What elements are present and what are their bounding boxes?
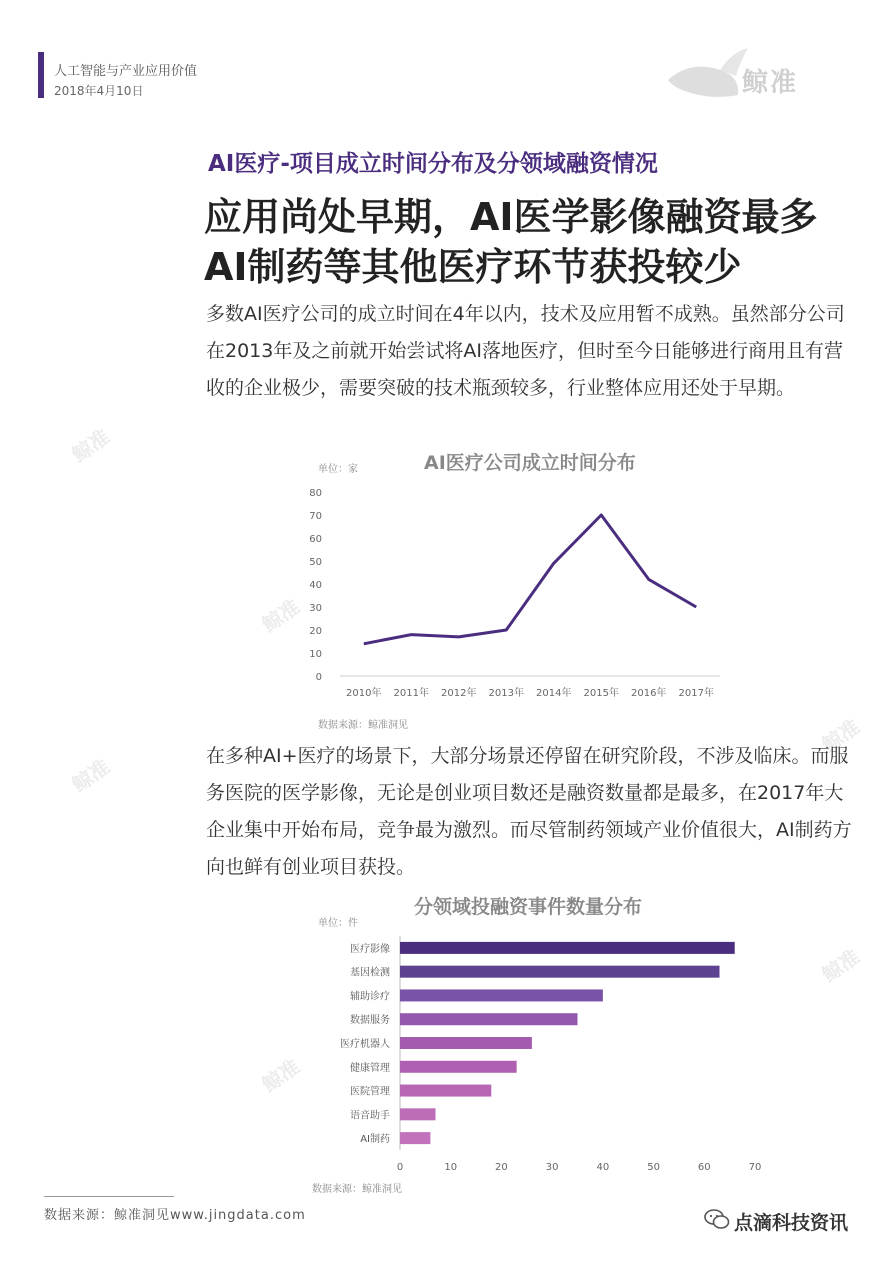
bar	[400, 1037, 532, 1049]
watermark: 鲸准	[67, 754, 115, 798]
watermark: 鲸准	[817, 944, 865, 988]
bar	[400, 1085, 491, 1097]
bar	[400, 966, 720, 978]
watermark: 鲸准	[257, 594, 305, 638]
category-label: 辅助诊疗	[350, 991, 390, 1003]
y-tick-label: 30	[309, 603, 322, 614]
bar	[400, 989, 603, 1001]
x-tick-label: 50	[647, 1162, 660, 1172]
x-tick-label: 2013年	[488, 688, 524, 699]
category-label: 语音助手	[350, 1110, 390, 1122]
line-chart-source: 数据来源：鲸准洞见	[318, 720, 408, 731]
x-tick-label: 2014年	[536, 688, 572, 699]
x-tick-label: 0	[396, 1162, 404, 1172]
watermark: 鲸准	[67, 424, 115, 468]
section-subtitle: AI医疗-项目成立时间分布及分领域融资情况	[208, 151, 658, 177]
bar	[400, 1013, 578, 1025]
x-tick-label: 2016年	[631, 688, 667, 699]
line-chart	[300, 478, 740, 718]
category-label: AI制药	[360, 1134, 390, 1146]
bar-chart-source: 数据来源：鲸准洞见	[312, 1184, 402, 1195]
watermark: 鲸准	[257, 1054, 305, 1098]
x-tick-label: 60	[697, 1162, 711, 1172]
y-tick-label: 50	[309, 557, 322, 568]
x-tick-label: 2012年	[441, 688, 477, 699]
footer-source: 数据来源：鲸准洞见www.jingdata.com	[44, 1208, 306, 1223]
report-title: 人工智能与产业应用价值	[54, 64, 198, 79]
bar	[400, 1132, 430, 1144]
x-tick-label: 70	[748, 1162, 762, 1172]
bar	[400, 1108, 436, 1120]
header-accent-bar	[38, 52, 44, 98]
bar-chart-unit: 单位：件	[318, 918, 358, 929]
x-tick-label: 30	[545, 1162, 559, 1172]
category-label: 医疗影像	[350, 943, 390, 955]
x-tick-label: 2017年	[678, 688, 714, 699]
category-label: 基因检测	[350, 967, 390, 979]
y-tick-label: 60	[309, 534, 322, 545]
y-tick-label: 0	[315, 672, 322, 683]
page-title-line2: AI制药等其他医疗环节获投较少	[204, 245, 742, 289]
bar	[400, 942, 735, 954]
footer-divider	[44, 1196, 174, 1197]
body-paragraph-2: 在多种AI+医疗的场景下，大部分场景还停留在研究阶段，不涉及临床。而服务医院的医学影像，无论是创业项目数还是融资数量都是最多，在2017年大企业集中开始布局，竞争最为激烈。而尽管制药领域产业价值很大，AI制药方向也鲜有创业项目获投。	[206, 745, 852, 878]
bar-chart-title: 分领域投融资事件数量分布	[414, 896, 643, 918]
y-tick-label: 80	[309, 488, 322, 499]
y-tick-label: 10	[309, 649, 322, 660]
y-tick-label: 20	[309, 626, 322, 637]
report-date: 2018年4月10日	[54, 84, 144, 98]
line-chart-unit: 单位：家	[318, 464, 358, 475]
wechat-account-name: 点滴科技资讯	[734, 1212, 849, 1234]
body-paragraph-1: 多数AI医疗公司的成立时间在4年以内，技术及应用暂不成熟。虽然部分公司在2013年及之前就开始尝试将AI落地医疗，但时至今日能够进行商用且有营收的企业极少，需要突破的技术瓶颈较多，行业整体应用还处于早期。	[206, 303, 845, 399]
wechat-icon	[704, 1208, 730, 1230]
bar	[400, 1061, 517, 1073]
x-tick-label: 2010年	[346, 688, 382, 699]
y-tick-label: 40	[309, 580, 322, 591]
logo-text: 鲸准	[742, 68, 799, 98]
x-tick-label: 10	[444, 1162, 458, 1172]
page-title-line1: 应用尚处早期，AI医学影像融资最多	[204, 195, 818, 239]
category-label: 医院管理	[350, 1086, 390, 1098]
series-line	[364, 515, 697, 644]
x-tick-label: 2015年	[583, 688, 619, 699]
x-tick-label: 40	[596, 1162, 610, 1172]
x-tick-label: 20	[495, 1162, 508, 1172]
bar-chart	[300, 932, 780, 1172]
watermark: 鲸准	[817, 714, 865, 758]
y-tick-label: 70	[309, 511, 322, 522]
line-chart-title: AI医疗公司成立时间分布	[424, 452, 636, 474]
x-tick-label: 2011年	[393, 688, 429, 699]
category-label: 数据服务	[350, 1015, 390, 1027]
category-label: 健康管理	[350, 1062, 390, 1074]
category-label: 医疗机器人	[340, 1039, 390, 1050]
